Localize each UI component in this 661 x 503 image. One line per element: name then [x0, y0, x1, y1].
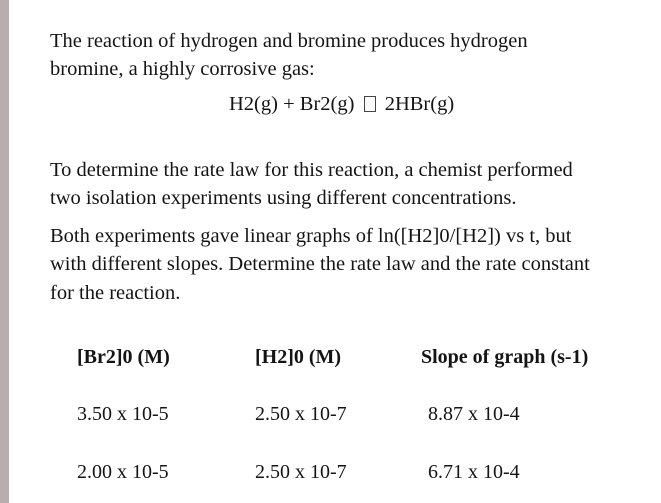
row-1-h2: 2.50 x 10-7	[255, 403, 347, 425]
question-line-1: Both experiments gave linear graphs of ln([H2]0/[H2]) vs t, but	[50, 225, 572, 247]
equation-products: 2HBr(g)	[384, 93, 455, 115]
row-2-br2: 2.00 x 10-5	[77, 461, 169, 483]
row-2-h2: 2.50 x 10-7	[255, 461, 347, 483]
row-1-br2: 3.50 x 10-5	[77, 403, 169, 425]
intro-line-2: bromine, a highly corrosive gas:	[50, 58, 315, 80]
question-line-2: with different slopes. Determine the rate law and the rate constant	[50, 253, 590, 275]
row-1-slope: 8.87 x 10-4	[428, 403, 520, 425]
question-line-3: for the reaction.	[50, 282, 181, 304]
equation-reactants: H2(g) + Br2(g)	[229, 93, 355, 115]
method-line-1: To determine the rate law for this reaction, a chemist performed	[50, 159, 573, 181]
method-line-2: two isolation experiments using different concentrations.	[50, 187, 517, 209]
intro-line-1: The reaction of hydrogen and bromine produces hydrogen	[50, 30, 528, 52]
missing-arrow-glyph-icon	[364, 96, 376, 112]
header-h2-concentration: [H2]0 (M)	[255, 346, 342, 368]
reaction-equation	[229, 91, 454, 117]
row-2-slope: 6.71 x 10-4	[428, 461, 520, 483]
header-br2-concentration: [Br2]0 (M)	[77, 346, 170, 368]
left-border	[0, 0, 9, 503]
header-slope: Slope of graph (s-1)	[421, 346, 589, 368]
